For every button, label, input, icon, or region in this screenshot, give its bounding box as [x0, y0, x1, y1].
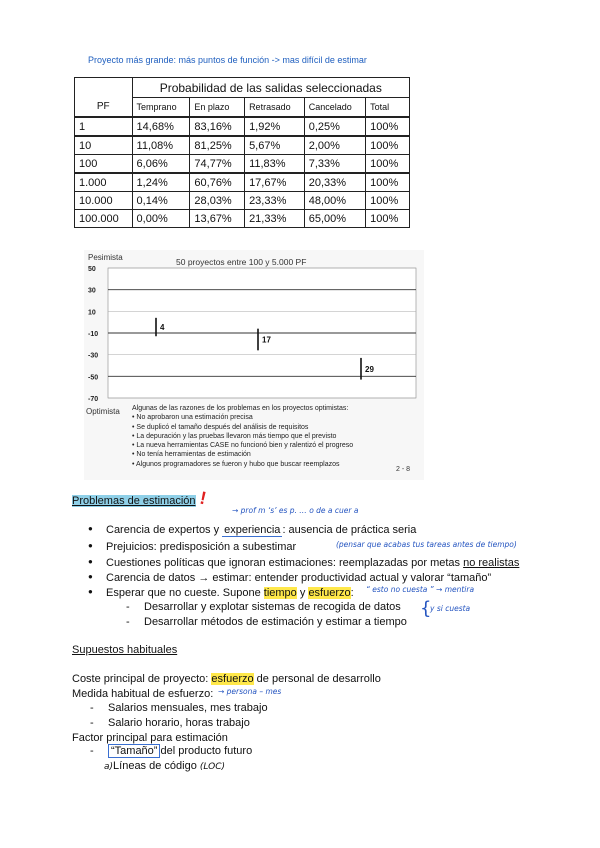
- chart-tick-label: 30: [88, 287, 96, 295]
- problema-subitem: - Desarrollar métodos de estimación y estimar a tiempo: [144, 616, 407, 628]
- chart-data-label: 4: [160, 323, 165, 333]
- cell: 48,00%: [304, 192, 365, 210]
- problema-item: ● Carencia de expertos y experiencia : ausencia de práctica seria: [106, 524, 416, 536]
- reason-item: • Se duplicó el tamaño después del análisis de requisitos: [132, 423, 309, 431]
- handwritten-note-brace: y si cuesta: [430, 604, 471, 613]
- cell: 10: [75, 136, 133, 155]
- cell: 21,33%: [245, 210, 305, 228]
- handwritten-note-persona-mes: → persona – mes: [218, 687, 282, 696]
- cell: 81,25%: [190, 136, 245, 155]
- problema-item: ● Prejuicios: predisposición a subestimar: [106, 541, 296, 553]
- chart-tick-label: 50: [88, 266, 96, 273]
- supuestos-dash: - Salario horario, horas trabajo: [108, 717, 250, 729]
- table-super-header: Probabilidad de las salidas seleccionadas: [132, 78, 409, 98]
- cell: 23,33%: [245, 192, 305, 210]
- supuestos-line: Medida habitual de esfuerzo:: [72, 688, 214, 700]
- cell: 2,00%: [304, 136, 365, 155]
- cell: 1,92%: [245, 117, 305, 136]
- reason-item: • La nueva herramientas CASE no funcionó bien y ralentizó el progreso: [132, 442, 354, 450]
- problema-item: ● Carencia de datos → estimar: entender productividad actual y valorar “tamaño”: [106, 572, 491, 584]
- chart-ylabel-top: Pesimista: [88, 253, 123, 262]
- cell: 100%: [366, 210, 410, 228]
- chart-ylabel-bottom: Optimista: [86, 407, 120, 416]
- cell: 0,14%: [132, 192, 190, 210]
- handwritten-note-esfuerzo: “ esto no cuesta ” → mentira: [366, 585, 475, 594]
- cell: 0,25%: [304, 117, 365, 136]
- table-row: [75, 155, 410, 174]
- problemas-title: [72, 495, 196, 507]
- handwritten-note-prejuicios: (pensar que acabas tus tareas antes de tiempo): [336, 540, 517, 549]
- cell: 10.000: [75, 192, 133, 210]
- reason-item: • No aprobaron una estimación precisa: [132, 414, 253, 422]
- table-row: [75, 210, 410, 228]
- chart-title: 50 proyectos entre 100 y 5.000 PF: [176, 257, 307, 267]
- col-cancelado: Cancelado: [304, 98, 365, 118]
- supuestos-subitem: a)Líneas de código (LOC): [104, 760, 226, 772]
- cell: 5,67%: [245, 136, 305, 155]
- problema-item: ● Cuestiones políticas que ignoran estimaciones: reemplazadas por metas no realistas: [106, 557, 519, 569]
- reason-item: • No tenía herramientas de estimación: [132, 451, 251, 459]
- page-header: Proyecto más grande: más puntos de función -> mas difícil de estimar: [88, 55, 367, 65]
- cell: 65,00%: [304, 210, 365, 228]
- problema-item: ● Esperar que no cueste. Supone tiempo y esfuerzo:: [106, 587, 354, 599]
- cell: 83,16%: [190, 117, 245, 136]
- col-en-plazo: En plazo: [190, 98, 245, 118]
- supuestos-dash: - “Tamaño” del producto futuro: [108, 745, 252, 757]
- chart-tick-label: -10: [88, 331, 99, 338]
- reason-item: • Algunos programadores se fueron y hubo que buscar reemplazos: [132, 460, 340, 468]
- cell: 100.000: [75, 210, 133, 228]
- chart-tick-label: -50: [88, 374, 99, 382]
- problemas-title-text: Problemas de estimación: [72, 495, 196, 507]
- cell: 13,67%: [190, 210, 245, 228]
- supuestos-title: Supuestos habituales: [72, 644, 178, 656]
- cell: 100%: [366, 173, 410, 192]
- cell: 1.000: [75, 173, 133, 192]
- cell: 1,24%: [132, 173, 190, 192]
- supuestos-dash: - Salarios mensuales, mes trabajo: [108, 702, 268, 714]
- cell: 11,08%: [132, 136, 190, 155]
- chart-tick-label: -70: [88, 396, 99, 403]
- cell: 100: [75, 155, 133, 174]
- reasons-title: Algunas de las razones de los problemas en los proyectos optimistas:: [132, 405, 349, 412]
- cell: 74,77%: [190, 155, 245, 174]
- chart-tick-label: -30: [88, 352, 99, 360]
- handwritten-note-experiencia: → prof m ‘s’ es p. … o de a cuer a: [232, 506, 359, 515]
- cell: 11,83%: [245, 155, 305, 174]
- cell: 100%: [366, 155, 410, 174]
- table-row: [75, 117, 410, 136]
- table-row: [75, 192, 410, 210]
- reasons-box: [132, 404, 353, 469]
- probability-table: [74, 77, 410, 228]
- cell: 100%: [366, 192, 410, 210]
- cell: 17,67%: [245, 173, 305, 192]
- chart-data-label: 29: [365, 364, 374, 374]
- col-total: Total: [366, 98, 410, 118]
- cell: 0,00%: [132, 210, 190, 228]
- reason-item: • La depuración y las pruebas llevaron más tiempo que el previsto: [132, 432, 337, 440]
- col-retrasado: Retrasado: [245, 98, 305, 118]
- cell: 6,06%: [132, 155, 190, 174]
- cell: 14,68%: [132, 117, 190, 136]
- chart-tick-label: 10: [88, 309, 96, 317]
- cell: 20,33%: [304, 173, 365, 192]
- cell: 100%: [366, 136, 410, 155]
- cell: 60,76%: [190, 173, 245, 192]
- table-corner: [75, 78, 133, 98]
- chart-page-ref: 2 - 8: [396, 466, 411, 473]
- table-row: [75, 136, 410, 155]
- cell: 7,33%: [304, 155, 365, 174]
- exclamation-mark: !: [198, 487, 209, 509]
- col-pf: PF: [75, 98, 133, 118]
- chart-data-label: 17: [262, 335, 271, 345]
- table-row: [75, 173, 410, 192]
- brace-icon: {: [420, 598, 432, 619]
- cell: 100%: [366, 117, 410, 136]
- supuestos-line: Factor principal para estimación: [72, 732, 228, 744]
- col-temprano: Temprano: [132, 98, 190, 118]
- supuestos-line: Coste principal de proyecto: esfuerzo de personal de desarrollo: [72, 673, 381, 685]
- cell: 1: [75, 117, 133, 136]
- cell: 28,03%: [190, 192, 245, 210]
- problema-subitem: - Desarrollar y explotar sistemas de recogida de datos: [144, 601, 401, 613]
